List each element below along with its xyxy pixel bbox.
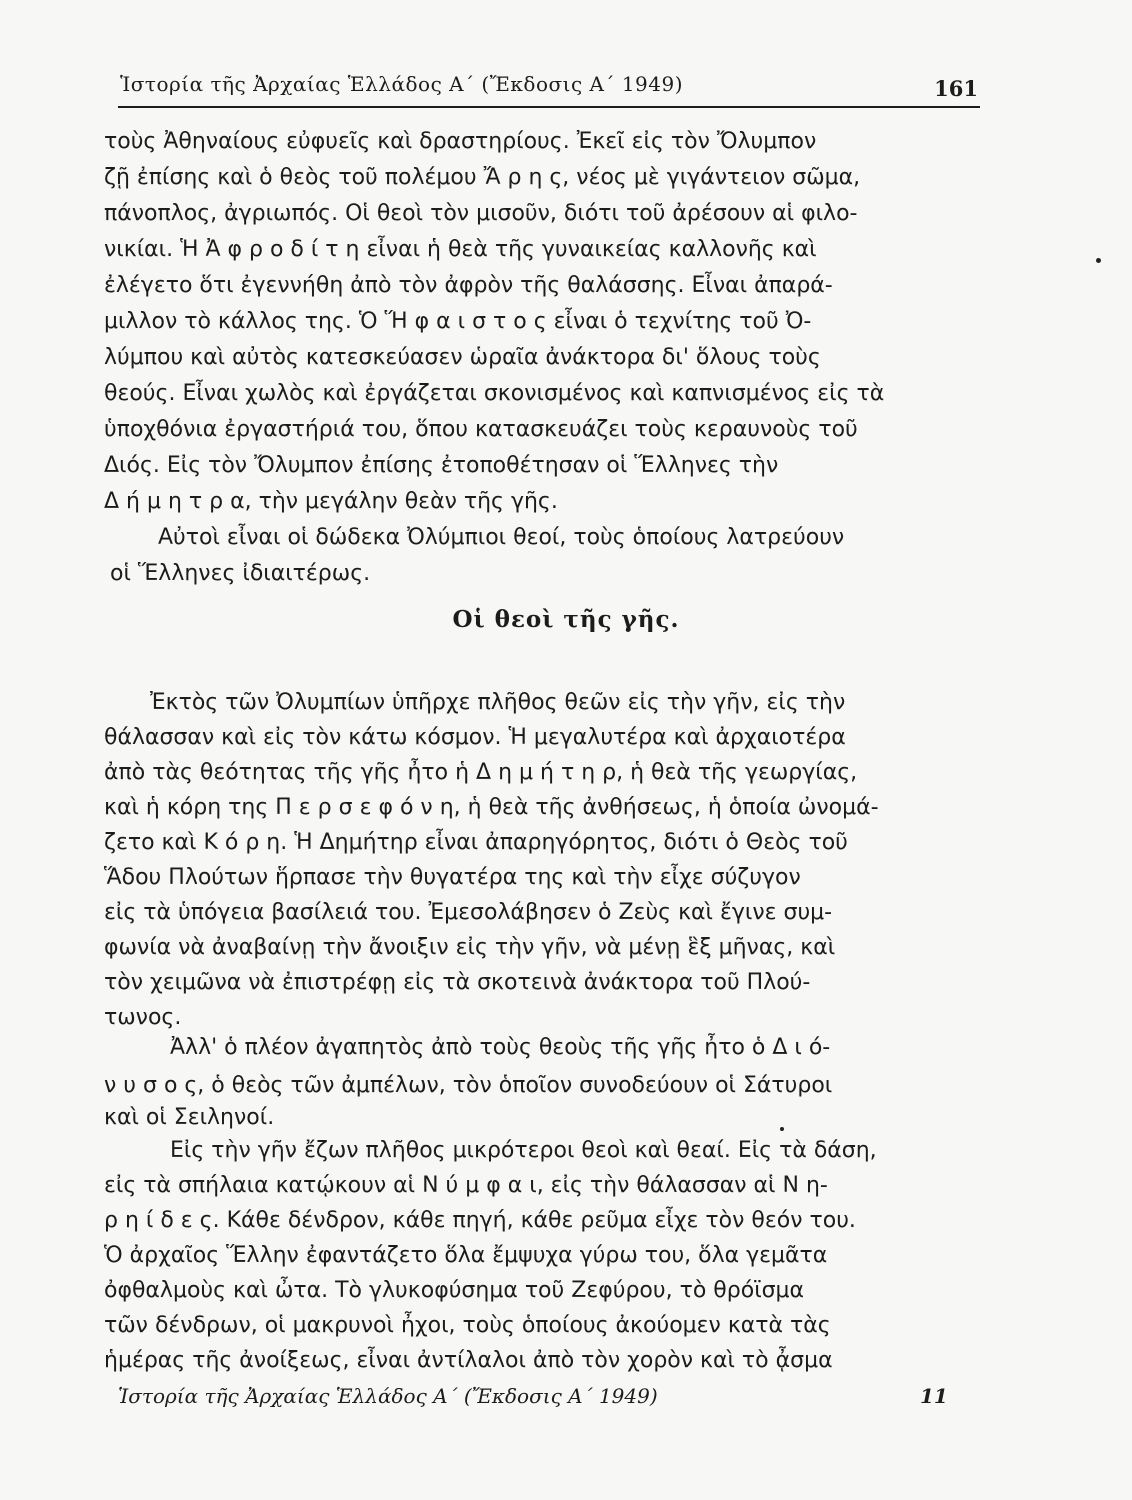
text-line: τωνος. xyxy=(104,1005,182,1030)
ink-speck xyxy=(780,1127,784,1131)
text-line: θάλασσαν καὶ εἰς τὸν κάτω κόσμον. Ἡ μεγαλυτέρα καὶ ἀρχαιοτέρα xyxy=(104,725,846,750)
text-line: ὑποχθόνια ἐργαστήριά του, ὅπου κατασκευάζει τοὺς κεραυνοὺς τοῦ xyxy=(104,417,858,442)
text-line: τὸν χειμῶνα νὰ ἐπιστρέφῃ εἰς τὰ σκοτεινὰ ἀνάκτορα τοῦ Πλού- xyxy=(104,970,811,995)
text-line: καὶ οἱ Σειληνοί. xyxy=(104,1105,275,1130)
text-line: Ὁ ἀρχαῖος Ἕλλην ἐφαντάζετο ὅλα ἔμψυχα γύρω του, ὅλα γεμᾶτα xyxy=(104,1243,828,1268)
text-line: Ἀλλ' ὁ πλέον ἀγαπητὸς ἀπὸ τοὺς θεοὺς τῆς γῆς ἦτο ὁ Δ ι ό- xyxy=(170,1035,831,1060)
text-line: οἱ Ἕλληνες ἰδιαιτέρως. xyxy=(110,561,371,586)
text-line: Αὐτοὶ εἶναι οἱ δώδεκα Ὀλύμπιοι θεοί, τοὺς ὁποίους λατρεύουν xyxy=(158,525,845,550)
text-line: ἡμέρας τῆς ἀνοίξεως, εἶναι ἀντίλαλοι ἀπὸ τὸν χορὸν καὶ τὸ ᾆσμα xyxy=(104,1348,833,1373)
footer-signature: 11 xyxy=(920,1384,948,1408)
ink-speck xyxy=(1096,258,1101,263)
text-line: Ἐκτὸς τῶν Ὀλυμπίων ὑπῆρχε πλῆθος θεῶν εἰς τὴν γῆν, εἰς τὴν xyxy=(150,690,846,715)
page-number: 161 xyxy=(934,76,978,101)
text-line: εἰς τὰ σπήλαια κατῴκουν αἱ Ν ύ μ φ α ι, εἰς τὴν θάλασσαν αἱ Ν η- xyxy=(104,1173,828,1198)
text-line: μιλλον τὸ κάλλος της. Ὁ Ἥ φ α ι σ τ ο ς εἶναι ὁ τεχνίτης τοῦ Ὀ- xyxy=(104,309,812,334)
text-line: Δ ή μ η τ ρ α, τὴν μεγάλην θεὰν τῆς γῆς. xyxy=(104,489,558,514)
text-line: εἰς τὰ ὑπόγεια βασίλειά του. Ἐμεσολάβησεν ὁ Ζεὺς καὶ ἔγινε συμ- xyxy=(104,900,833,925)
text-line: ζῇ ἐπίσης καὶ ὁ θεὸς τοῦ πολέμου Ἄ ρ η ς, νέος μὲ γιγάντειον σῶμα, xyxy=(104,165,861,190)
text-line: Εἰς τὴν γῆν ἔζων πλῆθος μικρότεροι θεοὶ καὶ θεαί. Εἰς τὰ δάση, xyxy=(170,1138,877,1163)
text-line: πάνοπλος, ἀγριωπός. Οἱ θεοὶ τὸν μισοῦν, διότι τοῦ ἀρέσουν αἱ φιλο- xyxy=(104,201,858,226)
text-line: φωνία νὰ ἀναβαίνῃ τὴν ἄνοιξιν εἰς τὴν γῆν, νὰ μένῃ ἓξ μῆνας, καὶ xyxy=(104,935,836,960)
text-line: ν υ σ ο ς, ὁ θεὸς τῶν ἀμπέλων, τὸν ὁποῖον συνοδεύουν οἱ Σάτυροι xyxy=(104,1073,833,1098)
text-line: Διός. Εἰς τὸν Ὄλυμπον ἐπίσης ἐτοποθέτησαν οἱ Ἕλληνες τὴν xyxy=(104,453,779,478)
footer-title: Ἱστορία τῆς Ἀρχαίας Ἑλλάδος Α΄ (Ἔκδοσις Α΄ 1949) xyxy=(118,1384,658,1408)
text-line: καὶ ἡ κόρη της Π ε ρ σ ε φ ό ν η, ἡ θεὰ τῆς ἀνθήσεως, ἡ ὁποία ὠνομά- xyxy=(104,795,879,820)
text-line: τῶν δένδρων, οἱ μακρυνοὶ ἦχοι, τοὺς ὁποίους ἀκούομεν κατὰ τὰς xyxy=(104,1313,831,1338)
text-line: ρ η ί δ ε ς. Κάθε δένδρον, κάθε πηγή, κάθε ρεῦμα εἶχε τὸν θεόν του. xyxy=(104,1208,856,1233)
text-line: τοὺς Ἀθηναίους εὐφυεῖς καὶ δραστηρίους. Ἐκεῖ εἰς τὸν Ὄλυμπον xyxy=(104,129,817,154)
text-line: ὀφθαλμοὺς καὶ ὦτα. Τὸ γλυκοφύσημα τοῦ Ζεφύρου, τὸ θρόϊσμα xyxy=(104,1278,805,1303)
text-line: ζετο καὶ Κ ό ρ η. Ἡ Δημήτηρ εἶναι ἀπαρηγόρητος, διότι ὁ Θεὸς τοῦ xyxy=(104,830,848,855)
text-line: Ἅδου Πλούτων ἥρπασε τὴν θυγατέρα της καὶ τὴν εἶχε σύζυγον xyxy=(104,865,801,890)
running-header xyxy=(118,70,980,108)
text-line: ἐλέγετο ὅτι ἐγεννήθη ἀπὸ τὸν ἀφρὸν τῆς θαλάσσης. Εἶναι ἀπαρά- xyxy=(104,273,833,298)
section-heading: Οἱ θεοὶ τῆς γῆς. xyxy=(452,606,680,633)
text-line: ἀπὸ τὰς θεότητας τῆς γῆς ἦτο ἡ Δ η μ ή τ η ρ, ἡ θεὰ τῆς γεωργίας, xyxy=(104,760,858,785)
text-line: λύμπου καὶ αὐτὸς κατεσκεύασεν ὡραῖα ἀνάκτορα δι' ὅλους τοὺς xyxy=(104,345,821,370)
header-title: Ἱστορία τῆς Ἀρχαίας Ἑλλάδος Α΄ (Ἔκδοσις Α΄ 1949) xyxy=(120,72,684,96)
text-line: θεούς. Εἶναι χωλὸς καὶ ἐργάζεται σκονισμένος καὶ καπνισμένος εἰς τὰ xyxy=(104,381,885,406)
text-line: νικίαι. Ἡ Ἀ φ ρ ο δ ί τ η εἶναι ἡ θεὰ τῆς γυναικείας καλλονῆς καὶ xyxy=(104,237,817,262)
